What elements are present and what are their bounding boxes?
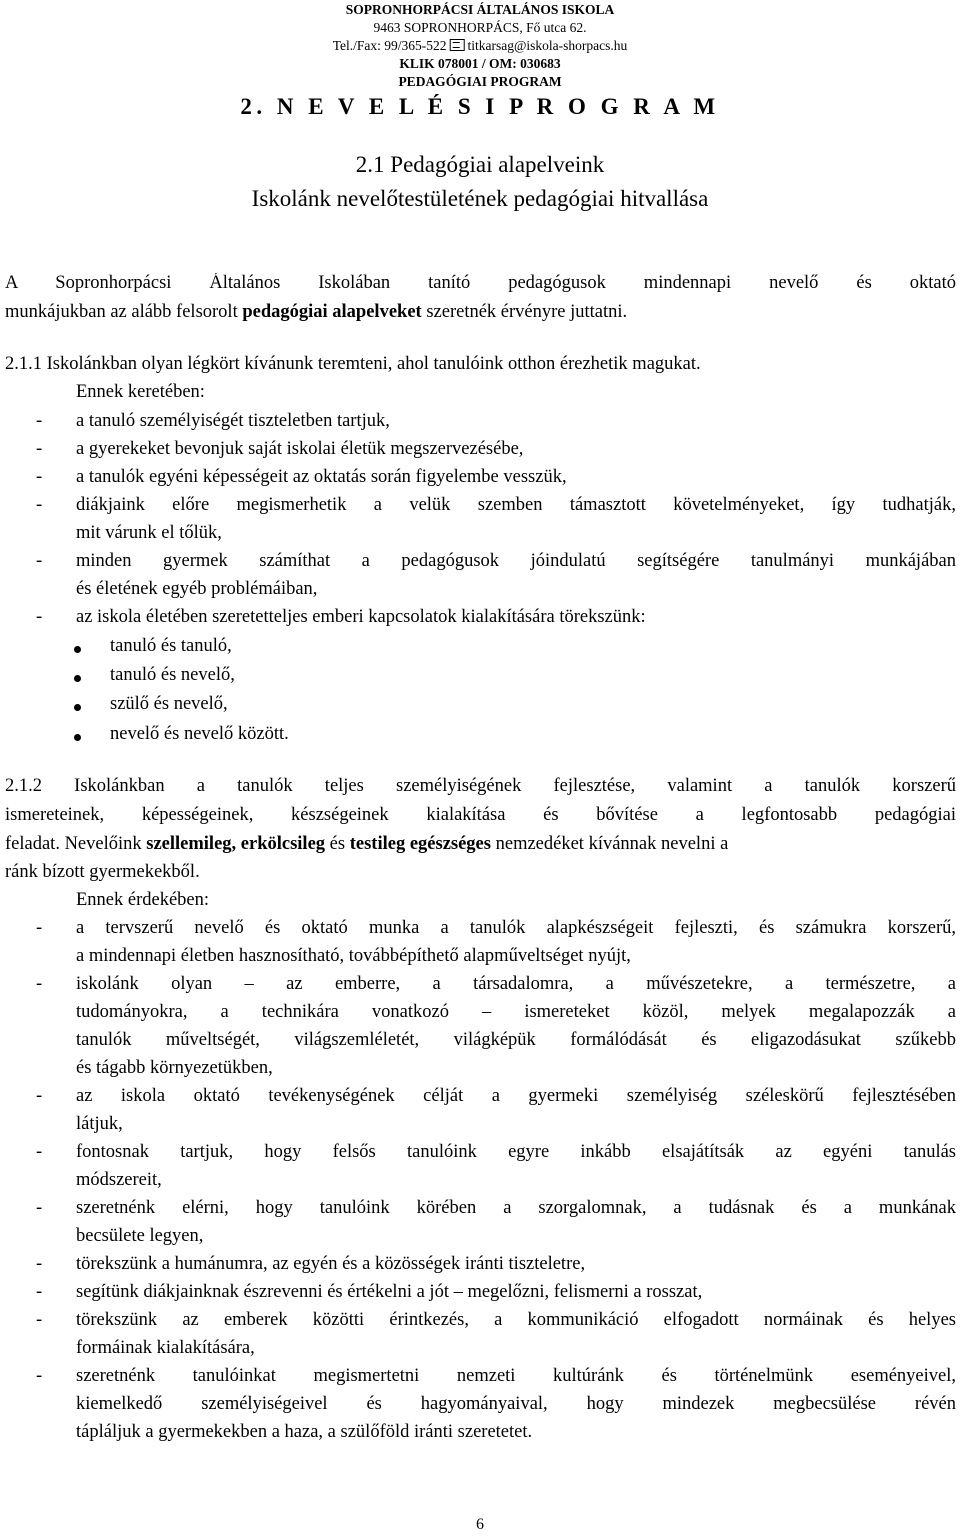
page-title: 2. N E V E L É S I P R O G R A M (240, 94, 720, 119)
list-item: diákjaink előre megismerhetik a velük szemben támasztott követelményeket, így tudhatják, (76, 495, 956, 515)
s212-bold-1: szellemileg, erkölcsileg (146, 834, 326, 854)
dash: - (36, 1254, 43, 1274)
list-item: törekszünk az emberek közötti érintkezés, a kommunikáció elfogadott normáinak és helyes (76, 1310, 956, 1330)
school-contact (333, 38, 628, 54)
s212-line-3 (5, 834, 956, 855)
s212-bold-2: testileg egészséges (349, 834, 491, 854)
s211-lead: Ennek keretében: (76, 382, 205, 402)
page-number: 6 (476, 1516, 484, 1533)
list-item: szeretnénk elérni, hogy tanulóink körében a szorgalomnak, a tudásnak és a munkának (76, 1198, 956, 1218)
bullet-icon (74, 734, 81, 741)
intro-bold: pedagógiai alapelveket (242, 302, 422, 322)
dash: - (36, 1086, 43, 1106)
list-item-cont: becsülete legyen, (76, 1226, 204, 1246)
s212-text: nemzedéket kívánnak nevelni a (490, 834, 729, 854)
s212-lead: Ennek érdekében: (76, 890, 210, 910)
intro-text: munkájukban az alább felsorolt (5, 302, 243, 322)
dash: - (36, 1282, 43, 1302)
list-item-cont: mit várunk el tőlük, (76, 523, 222, 543)
list-item-cont: módszereit, (76, 1170, 162, 1190)
list-item: a tervszerű nevelő és oktató munka a tanulók alapkészségeit fejleszti, és számukra korszerű, (76, 918, 956, 938)
dash: - (36, 918, 43, 938)
list-item-cont: és tágabb környezetükben, (76, 1058, 273, 1078)
program-label: PEDAGÓGIAI PROGRAM (398, 74, 562, 89)
dash: - (36, 467, 43, 487)
dash: - (36, 495, 43, 515)
s212-text: és (325, 834, 350, 854)
bullet-item: szülő és nevelő, (110, 694, 228, 714)
intro-line-1: A Sopronhorpácsi Általános Iskolában tanító pedagógusok mindennapi nevelő és oktató (5, 273, 956, 293)
envelope-icon (450, 39, 465, 51)
school-ids: KLIK 078001 / OM: 030683 (399, 56, 561, 71)
section-heading: 2.1 Pedagógiai alapelveink (355, 152, 605, 177)
list-item-cont: és életének egyéb problémáiban, (76, 579, 318, 599)
dash: - (36, 551, 43, 571)
list-item-cont: kiemelkedő személyiségeivel és hagyományaival, hogy mindezek megbecsülése révén (76, 1394, 956, 1414)
list-item: a tanuló személyiségét tiszteletben tartjuk, (76, 411, 390, 431)
list-item-cont: tanulók műveltségét, világszemléletét, világképük formálódását és eligazodásukat szűkebb (76, 1030, 956, 1050)
bullet-item: tanuló és tanuló, (110, 636, 232, 656)
s212-line-2: ismereteinek, képességeinek, készségeinek kialakítása és bővítése a legfontosabb pedagógiai (5, 805, 956, 825)
section-subheading: Iskolánk nevelőtestületének pedagógiai hitvallása (251, 186, 709, 211)
bullet-item: tanuló és nevelő, (110, 665, 235, 685)
list-item: az iskola oktató tevékenységének célját a gyermeki személyiség széleskörű fejlesztésében (76, 1086, 956, 1106)
list-item-cont: látjuk, (76, 1114, 123, 1134)
list-item: szeretnénk tanulóinkat megismertetni nemzeti kultúránk és történelmünk eseményeivel, (76, 1366, 956, 1386)
intro-text-end: szeretnék érvényre juttatni. (421, 302, 628, 322)
list-item: a tanulók egyéni képességeit az oktatás során figyelembe vesszük, (76, 467, 567, 487)
list-item: az iskola életében szeretetteljes emberi kapcsolatok kialakítására törekszünk: (76, 607, 646, 627)
dash: - (36, 439, 43, 459)
list-item: minden gyermek számíthat a pedagógusok jóindulatú segítségére tanulmányi munkájában (76, 551, 956, 571)
school-address: 9463 SOPRONHORPÁCS, Fő utca 62. (373, 20, 587, 35)
list-item: fontosnak tartjuk, hogy felsős tanulóink egyre inkább elsajátítsák az egyéni tanulás (76, 1142, 956, 1162)
s212-line-4: ránk bízott gyermekekből. (5, 862, 200, 882)
bullet-icon (74, 675, 81, 682)
list-item-cont: tápláljuk a gyermekekben a haza, a szülőföld iránti szeretetet. (76, 1422, 533, 1442)
s211-heading: 2.1.1 Iskolánkban olyan légkört kívánunk teremteni, ahol tanulóink otthon érezhetik magukat. (5, 354, 701, 374)
list-item-cont: formáinak kialakítására, (76, 1338, 255, 1358)
intro-line-2 (5, 302, 627, 323)
list-item: segítünk diákjainknak észrevenni és értékelni a jót – megelőzni, felismerni a rosszat, (76, 1282, 703, 1302)
bullet-item: nevelő és nevelő között. (110, 724, 289, 744)
school-name: SOPRONHORPÁCSI ÁLTALÁNOS ISKOLA (345, 2, 615, 17)
s212-line-1: 2.1.2 Iskolánkban a tanulók teljes személyiségének fejlesztése, valamint a tanulók korszerű (5, 776, 956, 796)
dash: - (36, 1366, 43, 1386)
dash: - (36, 974, 43, 994)
list-item-cont: tudományokra, a technikára vonatkozó – ismereteket közöl, melyek megalapozzák a (76, 1002, 956, 1022)
bullet-icon (74, 646, 81, 653)
s212-text: feladat. Nevelőink (5, 834, 147, 854)
dash: - (36, 1142, 43, 1162)
dash: - (36, 1310, 43, 1330)
contact-phone: Tel./Fax: 99/365-522 (332, 38, 447, 53)
list-item: a gyerekeket bevonjuk saját iskolai életük megszervezésébe, (76, 439, 524, 459)
dash: - (36, 411, 43, 431)
contact-email: titkarsag@iskola-shorpacs.hu (467, 38, 628, 53)
list-item-cont: a mindennapi életben hasznosítható, továbbépíthető alapműveltséget nyújt, (76, 946, 631, 966)
list-item: iskolánk olyan – az emberre, a társadalomra, a művészetekre, a természetre, a (76, 974, 956, 994)
dash: - (36, 607, 43, 627)
list-item: törekszünk a humánumra, az egyén és a közösségek iránti tiszteletre, (76, 1254, 586, 1274)
bullet-icon (74, 704, 81, 711)
dash: - (36, 1198, 43, 1218)
